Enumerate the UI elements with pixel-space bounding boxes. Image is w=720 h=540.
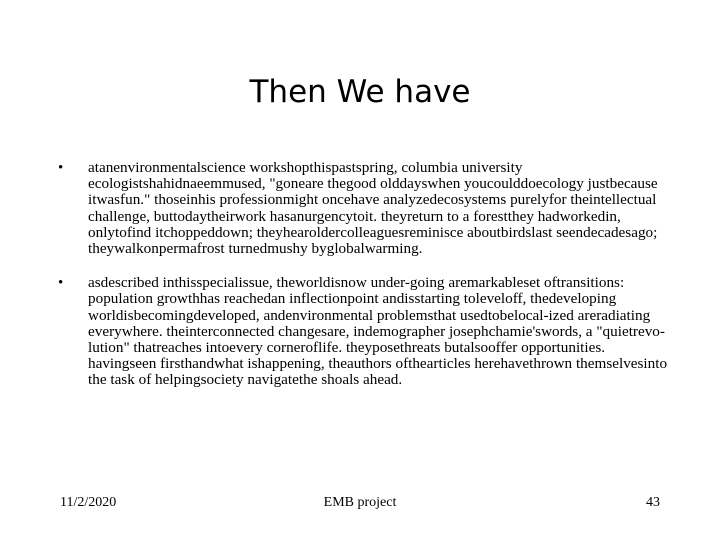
bullet-marker: • <box>58 160 64 176</box>
bullet-marker: • <box>58 275 64 292</box>
slide-number: 43 <box>646 495 660 510</box>
bullet-text: asdescribed inthisspecialissue, theworldisnow under-going aremarkableset oftransitions: population growthhas reachedan inflectionpoint andisstarting toleveloff, thedeveloping worldisbecomingdeveloped, andenvironmental problemsthat usedtobelocal-ized areradiating everywhere. theinterconnected changesare, indemographer josephchamie'swords, a "quietrevo-lution" thatreaches intoevery corneroflife. theyposethreats butalsooffer opportunities. havingseen firsthandwhat ishappening, theauthors ofthearticles herehavethrown themselvesinto the task of helpingsociety navigatethe shoals ahead. <box>88 274 668 389</box>
slide-title: Then We have <box>249 74 471 110</box>
footer-date: 11/2/2020 <box>60 495 117 510</box>
bullet-item <box>58 275 668 388</box>
bullet-list <box>58 160 668 407</box>
bullet-item <box>58 160 668 257</box>
bullet-text: atanenvironmentalscience workshopthispastspring, columbia university ecologistshahidnaeemmused, "goneare thegood olddayswhen youcoulddoecology justbecause itwasfun." thoseinhis professionmight oncehave analyzedecosystems purelyfor theintellectual challenge, buttodaytheirwork hasanurgencytoit. theyreturn to a forestthey hadworkedin, onlytofind itchoppeddown; theyhearoldercolleaguesreminisce aboutbirdslast seendecadesago; theywalkonpermafrost turnedmushy byglobalwarming. <box>88 159 658 258</box>
footer-project-name: EMB project <box>323 495 397 510</box>
